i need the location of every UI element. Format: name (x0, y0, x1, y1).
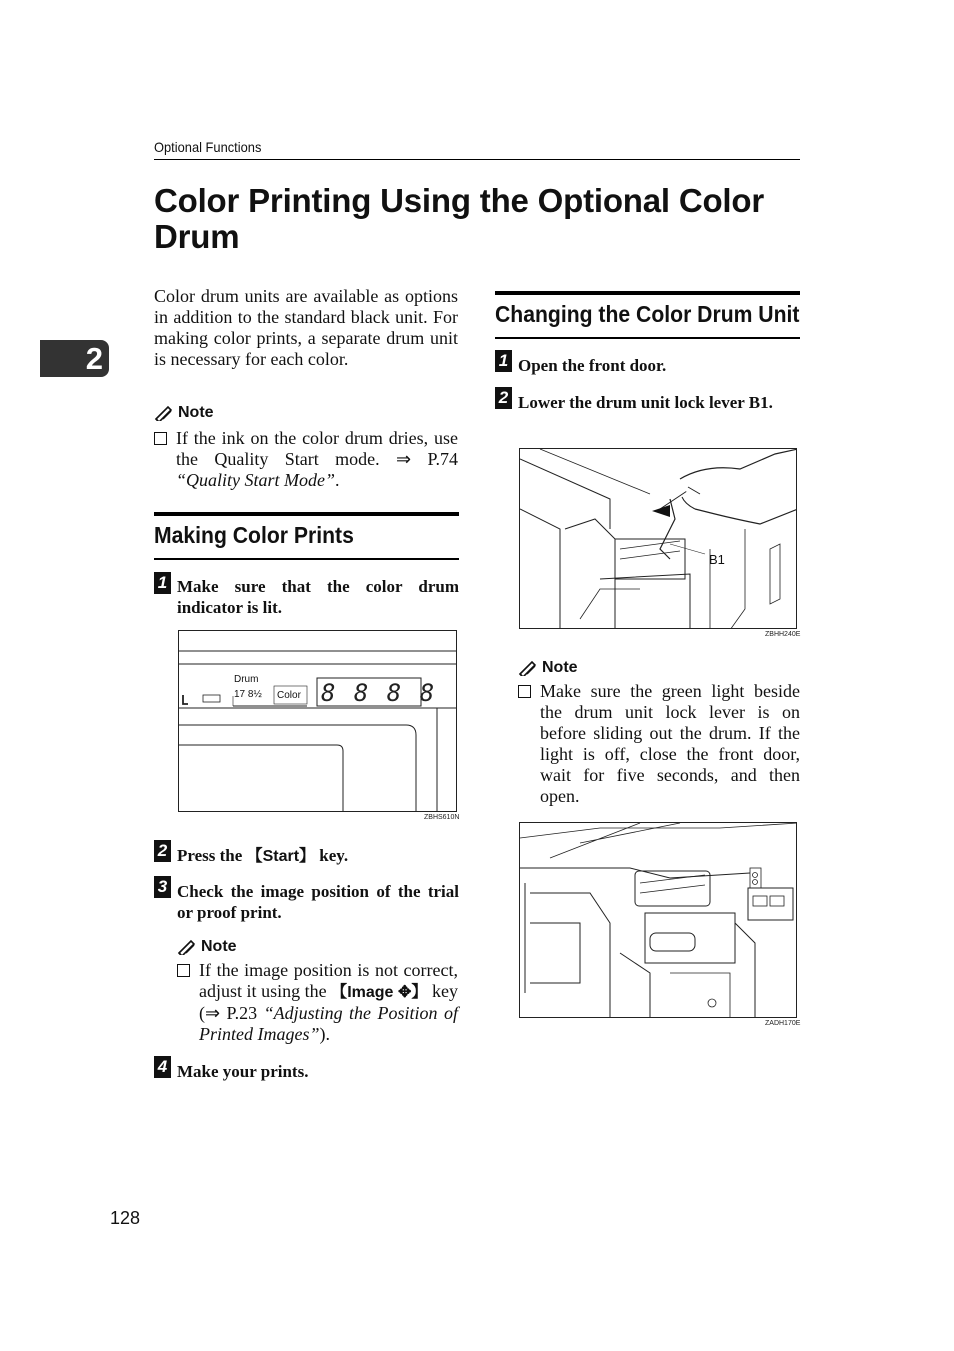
color-indicator-label: Color (277, 690, 301, 701)
note-text: If the image position is not correct, adjust it using the 【Image ✥】 key (⇒ P.23 “Adjusting the Position of Printed Images”). (199, 960, 459, 1044)
note-heading (518, 659, 800, 677)
paper-size-labels: 17 8½ (234, 689, 262, 700)
chapter-number: 2 (85, 341, 103, 376)
drum-label: Drum (234, 674, 259, 685)
checkbox-bullet-icon (154, 432, 167, 445)
step-number: 1 (495, 350, 512, 372)
checkbox-bullet-icon (177, 964, 190, 977)
note-text: Make sure the green light beside the drum unit lock lever is on before sliding out the drum. If the light is off, close the front door, wait for five seconds, and then open. (540, 681, 800, 806)
step-open-door (495, 350, 800, 376)
step-number: 4 (154, 1056, 171, 1078)
section-bar (154, 512, 459, 516)
note-block-1 (154, 404, 458, 491)
note-block-3 (518, 659, 800, 807)
note-heading (177, 938, 458, 956)
step-3 (154, 876, 459, 923)
step-1 (154, 572, 459, 618)
note-item (518, 681, 800, 807)
note-text: If the ink on the color drum dries, use the Quality Start mode. ⇒ P.74 “Quality Start Mode”. (176, 428, 458, 490)
header-rule (154, 159, 800, 160)
step-4 (154, 1056, 459, 1082)
note-label: Note (201, 938, 237, 955)
page-number: 128 (110, 1208, 141, 1228)
step-number: 2 (154, 840, 171, 862)
section-heading-changing: Changing the Color Drum Unit (495, 301, 800, 327)
step-number: 1 (154, 572, 171, 594)
step-text: Open the front door. (518, 356, 667, 375)
intro-paragraph: Color drum units are available as options in addition to the standard black unit. For making color prints, a separate drum unit is necessary for each color. (154, 286, 458, 369)
drum-unit-figure (519, 822, 797, 1018)
section-bar (495, 291, 800, 295)
counter-display: 8 8 8 8 (321, 679, 437, 707)
chapter-tab (40, 340, 109, 377)
note-label: Note (178, 404, 214, 421)
section-rule (154, 558, 459, 560)
note-heading (154, 404, 458, 422)
figure-code: ZADH170E (765, 1020, 801, 1027)
step-lower-lever (495, 387, 800, 413)
note-label: Note (542, 659, 578, 676)
checkbox-bullet-icon (518, 685, 531, 698)
note-item (177, 960, 458, 1045)
control-panel-figure (178, 630, 457, 812)
section-heading-making: Making Color Prints (154, 522, 354, 548)
drum-lock-lever-figure (519, 448, 797, 629)
pencil-icon (154, 405, 174, 421)
pencil-icon (177, 939, 197, 955)
step-number: 2 (495, 387, 512, 409)
page-title: Color Printing Using the Optional Color Drum (154, 182, 764, 255)
running-header: Optional Functions (154, 139, 262, 155)
callout-label: B1 (709, 552, 725, 567)
figure-code: ZBHS610N (424, 814, 460, 821)
step-text: Make your prints. (177, 1062, 309, 1081)
step-text: Lower the drum unit lock lever B1. (518, 393, 773, 412)
section-rule (495, 337, 800, 339)
step-text: Make sure that the color drum indicator is lit. (177, 577, 459, 617)
step-text: Check the image position of the trial or proof print. (177, 882, 459, 922)
step-number: 3 (154, 876, 171, 898)
step-text: Press the 【Start】 key. (177, 846, 349, 865)
step-2 (154, 840, 459, 867)
figure-code: ZBHH240E (765, 631, 801, 638)
note-item (154, 428, 458, 491)
pencil-icon (518, 660, 538, 676)
note-block-2 (177, 938, 458, 1045)
